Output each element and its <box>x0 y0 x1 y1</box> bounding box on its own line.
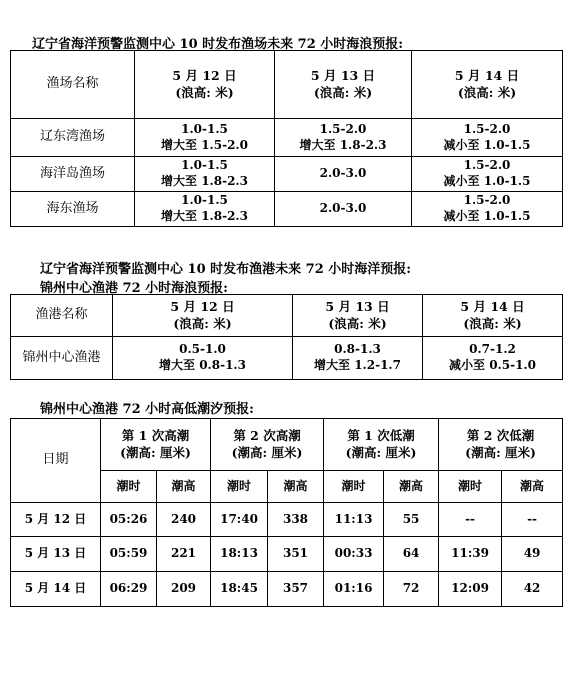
tide-cell: 17:40 <box>211 503 268 537</box>
tide-cell: 351 <box>268 537 324 572</box>
forecast-cell: 1.5-2.0 减小至 1.0-1.5 <box>412 192 563 227</box>
tide-cell: 01:16 <box>324 572 384 607</box>
tide-cell: 06:29 <box>101 572 157 607</box>
forecast-cell: 1.0-1.5 增大至 1.8-2.3 <box>135 157 275 192</box>
tide-cell: 12:09 <box>439 572 502 607</box>
tide-height-header: 潮高 <box>502 471 563 503</box>
date-column-header: 5 月 14 日 (浪高: 米) <box>412 51 563 119</box>
tide-cell: 64 <box>384 537 439 572</box>
forecast-cell: 0.5-1.0 增大至 0.8-1.3 <box>113 337 293 380</box>
tide-cell: 11:39 <box>439 537 502 572</box>
tide-date: 5 月 13 日 <box>11 537 101 572</box>
table-row <box>11 157 563 192</box>
tide-cell: 18:13 <box>211 537 268 572</box>
tide-height-header: 潮高 <box>384 471 439 503</box>
tide-group-header: 第 2 次高潮 (潮高: 厘米) <box>211 419 324 471</box>
date-column-header: 5 月 12 日 (浪高: 米) <box>135 51 275 119</box>
tide-height-header: 潮高 <box>268 471 324 503</box>
table-row <box>11 337 563 380</box>
date-column-header: 5 月 13 日 (浪高: 米) <box>293 295 423 337</box>
tide-cell: 240 <box>157 503 211 537</box>
tide-cell: 42 <box>502 572 563 607</box>
tide-cell: 72 <box>384 572 439 607</box>
tide-group-header: 第 2 次低潮 (潮高: 厘米) <box>439 419 563 471</box>
tide-time-header: 潮时 <box>101 471 157 503</box>
port-forecast-title: 辽宁省海洋预警监测中心 10 时发布渔港未来 72 小时海洋预报: <box>40 262 412 277</box>
table-row <box>11 503 563 537</box>
tide-group-header: 第 1 次低潮 (潮高: 厘米) <box>324 419 439 471</box>
tide-time-header: 潮时 <box>324 471 384 503</box>
tide-cell: 05:59 <box>101 537 157 572</box>
tide-cell: -- <box>502 503 563 537</box>
forecast-cell: 2.0-3.0 <box>275 192 412 227</box>
table-header-row <box>11 295 563 337</box>
tide-date: 5 月 14 日 <box>11 572 101 607</box>
tide-cell: 00:33 <box>324 537 384 572</box>
forecast-cell: 2.0-3.0 <box>275 157 412 192</box>
fishing-ground-name: 辽东湾渔场 <box>11 119 135 157</box>
tide-cell: 55 <box>384 503 439 537</box>
table-row <box>11 192 563 227</box>
tide-group-header: 第 1 次高潮 (潮高: 厘米) <box>101 419 211 471</box>
tide-time-header: 潮时 <box>211 471 268 503</box>
forecast-cell: 1.5-2.0 减小至 1.0-1.5 <box>412 157 563 192</box>
fishing-ground-name: 海东渔场 <box>11 192 135 227</box>
tide-date: 5 月 12 日 <box>11 503 101 537</box>
tide-cell: 221 <box>157 537 211 572</box>
date-column-header: 5 月 12 日 (浪高: 米) <box>113 295 293 337</box>
port-wave-title: 锦州中心渔港 72 小时海浪预报: <box>40 281 228 296</box>
tide-height-header: 潮高 <box>157 471 211 503</box>
fishing-ground-title: 辽宁省海洋预警监测中心 10 时发布渔场未来 72 小时海浪预报: <box>32 37 404 52</box>
tide-forecast-title: 锦州中心渔港 72 小时高低潮汐预报: <box>40 402 254 417</box>
tide-cell: 05:26 <box>101 503 157 537</box>
tide-cell: -- <box>439 503 502 537</box>
forecast-cell: 0.7-1.2 减小至 0.5-1.0 <box>423 337 563 380</box>
table-row <box>11 119 563 157</box>
tide-cell: 11:13 <box>324 503 384 537</box>
port-wave-table <box>10 294 563 380</box>
tide-cell: 357 <box>268 572 324 607</box>
date-header: 日期 <box>11 419 101 503</box>
date-column-header: 5 月 14 日 (浪高: 米) <box>423 295 563 337</box>
table-row <box>11 537 563 572</box>
port-name-header: 渔港名称 <box>11 295 113 337</box>
forecast-cell: 1.5-2.0 增大至 1.8-2.3 <box>275 119 412 157</box>
date-column-header: 5 月 13 日 (浪高: 米) <box>275 51 412 119</box>
table-header-row <box>11 51 563 119</box>
forecast-cell: 1.5-2.0 减小至 1.0-1.5 <box>412 119 563 157</box>
fishing-ground-name-header: 渔场名称 <box>11 51 135 119</box>
tide-table <box>10 418 563 607</box>
tide-cell: 49 <box>502 537 563 572</box>
forecast-cell: 1.0-1.5 增大至 1.8-2.3 <box>135 192 275 227</box>
fishing-ground-table <box>10 50 563 227</box>
tide-time-header: 潮时 <box>439 471 502 503</box>
tide-cell: 209 <box>157 572 211 607</box>
port-name: 锦州中心渔港 <box>11 337 113 380</box>
fishing-ground-name: 海洋岛渔场 <box>11 157 135 192</box>
forecast-cell: 1.0-1.5 增大至 1.5-2.0 <box>135 119 275 157</box>
tide-cell: 18:45 <box>211 572 268 607</box>
table-header-row <box>11 419 563 471</box>
table-row <box>11 572 563 607</box>
tide-cell: 338 <box>268 503 324 537</box>
forecast-cell: 0.8-1.3 增大至 1.2-1.7 <box>293 337 423 380</box>
